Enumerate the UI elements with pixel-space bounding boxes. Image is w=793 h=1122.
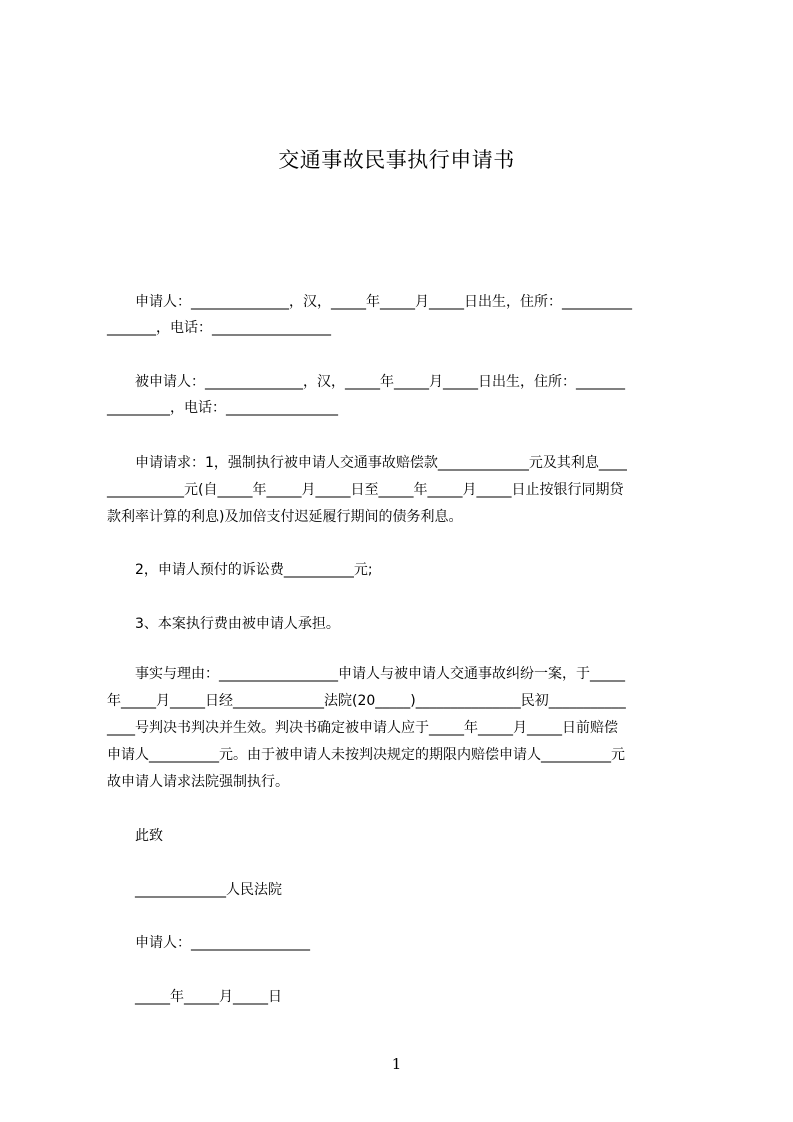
date-line: _____年_____月_____日 xyxy=(107,989,282,1005)
request-line-1: 申请请求：1，强制执行被申请人交通事故赔偿款_____________元及其利息____ xyxy=(107,455,627,471)
respondent-line-2: _________，电话：________________ xyxy=(107,400,338,416)
request-line-2: ___________元(自_____年_____月_____日至_____年_____月_____日止按银行同期贷 xyxy=(107,482,624,498)
facts-line-2: 年_____月_____日经_____________法院(20_____)_______________民初___________ xyxy=(107,693,626,709)
facts-line-4: 申请人__________元。由于被申请人未按判决规定的期限内赔偿申请人__________元 xyxy=(107,747,625,763)
facts-line-3: ____号判决书判决并生效。判决书确定被申请人应于_____年_____月_____日前赔偿 xyxy=(107,720,618,736)
request-line-3: 款利率计算的利息)及加倍支付迟延履行期间的债务利息。 xyxy=(107,509,463,525)
applicant-line-2: _______，电话：_________________ xyxy=(107,320,331,336)
document-title: 交通事故民事执行申请书 xyxy=(278,148,515,172)
request-item-2: 2，申请人预付的诉讼费__________元; xyxy=(107,562,373,578)
signature-line: 申请人：_________________ xyxy=(107,935,310,951)
page-number: 1 xyxy=(391,1055,402,1073)
applicant-line-1: 申请人：______________，汉，_____年_____月_____日出生，住所：__________ xyxy=(107,294,632,310)
respondent-line-1: 被申请人：______________，汉，_____年_____月_____日出生，住所：_______ xyxy=(107,374,625,390)
facts-line-5: 故申请人请求法院强制执行。 xyxy=(107,774,289,790)
court-line: _____________人民法院 xyxy=(107,882,282,898)
salutation: 此致 xyxy=(107,828,163,844)
facts-line-1: 事实与理由：_________________申请人与被申请人交通事故纠纷一案，于_____ xyxy=(107,666,625,682)
request-item-3: 3、本案执行费由被申请人承担。 xyxy=(107,616,340,632)
